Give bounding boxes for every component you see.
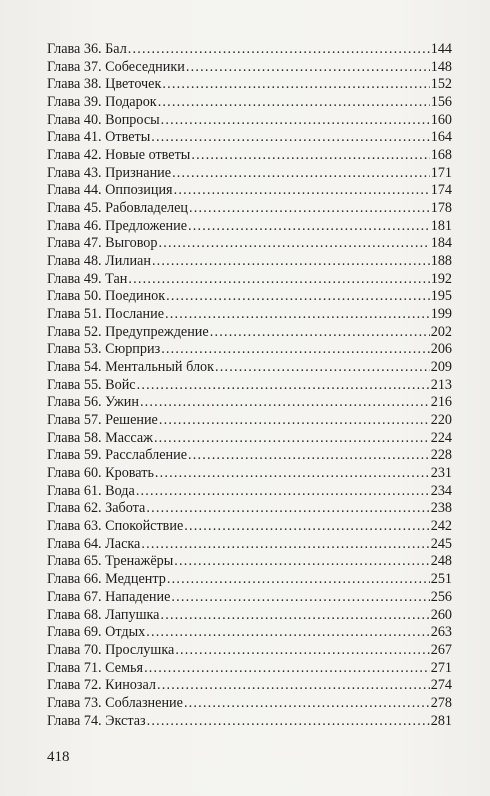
toc-entry (47, 112, 452, 130)
toc-entry-page-number: 224 (430, 429, 452, 446)
toc-entry (47, 465, 452, 483)
toc-entry (47, 642, 452, 660)
toc-entry-title: Глава 71. Семья (47, 659, 144, 676)
toc-entry-title: Глава 40. Вопросы (47, 111, 160, 128)
toc-entry-page-number: 220 (430, 412, 452, 429)
toc-entry (47, 500, 452, 518)
toc-entry-title: Глава 66. Медцентр (47, 571, 166, 588)
toc-dot-leader (159, 235, 430, 253)
toc-entry-title: Глава 57. Решение (47, 412, 158, 429)
toc-entry-title: Глава 65. Тренажёры (47, 553, 174, 570)
toc-dot-leader (175, 642, 429, 660)
toc-entry (47, 76, 452, 94)
toc-entry (47, 288, 452, 306)
toc-entry-page-number: 271 (430, 659, 452, 676)
toc-entry (47, 589, 452, 607)
toc-entry-page-number: 168 (430, 147, 452, 164)
toc-dot-leader (210, 324, 430, 342)
toc-entry (47, 359, 452, 377)
toc-dot-leader (166, 288, 430, 306)
toc-entry-title: Глава 36. Бал (47, 41, 127, 57)
toc-entry (47, 165, 452, 183)
toc-entry-title: Глава 68. Лапушка (47, 606, 160, 623)
toc-entry-title: Глава 62. Забота (47, 500, 146, 517)
toc-dot-leader (171, 589, 429, 607)
toc-entry-page-number: 195 (430, 288, 452, 305)
toc-entry-title: Глава 72. Кинозал (47, 677, 156, 694)
toc-entry-page-number: 234 (430, 482, 452, 499)
toc-entry-page-number: 156 (430, 94, 452, 111)
toc-dot-leader (165, 306, 430, 324)
toc-entry (47, 394, 452, 412)
toc-entry (47, 607, 452, 625)
toc-entry-page-number: 171 (430, 164, 452, 181)
toc-entry-page-number: 231 (430, 465, 452, 482)
toc-entry-title: Глава 56. Ужин (47, 394, 139, 411)
toc-entry-title: Глава 55. Войс (47, 376, 136, 393)
table-of-contents (47, 41, 452, 730)
toc-dot-leader (161, 112, 430, 130)
toc-entry-page-number: 263 (430, 624, 452, 641)
toc-dot-leader (157, 677, 430, 695)
toc-entry (47, 695, 452, 713)
toc-entry-page-number: 256 (430, 588, 452, 605)
toc-entry (47, 218, 452, 236)
toc-dot-leader (136, 483, 430, 501)
toc-entry-page-number: 188 (430, 253, 452, 270)
toc-entry-page-number: 213 (430, 376, 452, 393)
toc-entry-page-number: 148 (430, 58, 452, 75)
toc-dot-leader (161, 341, 430, 359)
toc-entry-title: Глава 74. Экстаз (47, 712, 146, 729)
toc-entry-page-number: 144 (430, 41, 452, 57)
toc-entry (47, 306, 452, 324)
toc-entry-page-number: 192 (430, 270, 452, 287)
toc-entry-page-number: 251 (430, 571, 452, 588)
toc-dot-leader (137, 377, 430, 395)
toc-entry-title: Глава 48. Лилиан (47, 253, 151, 270)
toc-dot-leader (141, 536, 429, 554)
toc-dot-leader (215, 359, 430, 377)
toc-entry (47, 253, 452, 271)
toc-entry (47, 324, 452, 342)
toc-entry-title: Глава 43. Признание (47, 164, 172, 181)
toc-entry-page-number: 278 (430, 694, 452, 711)
toc-entry (47, 271, 452, 289)
toc-entry-title: Глава 37. Собеседники (47, 58, 185, 75)
toc-entry (47, 571, 452, 589)
toc-entry (47, 147, 452, 165)
toc-entry-page-number: 242 (430, 518, 452, 535)
toc-dot-leader (186, 59, 430, 77)
toc-entry (47, 624, 452, 642)
toc-dot-leader (146, 624, 429, 642)
toc-entry-title: Глава 46. Предложение (47, 217, 188, 234)
toc-entry-title: Глава 59. Расслабление (47, 447, 188, 464)
toc-entry-page-number: 174 (430, 182, 452, 199)
toc-entry (47, 412, 452, 430)
toc-entry-page-number: 216 (430, 394, 452, 411)
toc-entry-page-number: 160 (430, 111, 452, 128)
toc-entry-title: Глава 67. Нападение (47, 588, 171, 605)
toc-entry (47, 41, 452, 59)
toc-dot-leader (140, 394, 430, 412)
toc-entry (47, 94, 452, 112)
toc-entry-title: Глава 61. Вода (47, 482, 135, 499)
toc-entry-page-number: 267 (430, 641, 452, 658)
toc-entry-title: Глава 50. Поединок (47, 288, 166, 305)
toc-entry-title: Глава 58. Массаж (47, 429, 153, 446)
toc-entry-title: Глава 54. Ментальный блок (47, 359, 215, 376)
toc-entry (47, 59, 452, 77)
toc-entry-title: Глава 41. Ответы (47, 129, 151, 146)
toc-entry-page-number: 260 (430, 606, 452, 623)
toc-entry (47, 483, 452, 501)
toc-entry-page-number: 184 (430, 235, 452, 252)
toc-dot-leader (146, 500, 429, 518)
toc-entry (47, 553, 452, 571)
toc-entry-title: Глава 53. Сюрприз (47, 341, 161, 358)
toc-entry (47, 430, 452, 448)
toc-dot-leader (184, 518, 429, 536)
toc-dot-leader (174, 553, 429, 571)
toc-dot-leader (172, 165, 430, 183)
toc-dot-leader (144, 660, 430, 678)
toc-entry (47, 341, 452, 359)
toc-dot-leader (155, 465, 430, 483)
toc-entry (47, 713, 452, 731)
toc-entry-title: Глава 39. Подарок (47, 94, 157, 111)
toc-entry-page-number: 228 (430, 447, 452, 464)
toc-entry (47, 660, 452, 678)
toc-entry-page-number: 199 (430, 306, 452, 323)
toc-dot-leader (128, 41, 430, 59)
toc-entry-page-number: 206 (430, 341, 452, 358)
toc-entry (47, 536, 452, 554)
toc-entry (47, 235, 452, 253)
toc-entry (47, 200, 452, 218)
toc-entry-title: Глава 45. Рабовладелец (47, 200, 189, 217)
page-number: 418 (47, 749, 70, 765)
toc-entry (47, 129, 452, 147)
toc-entry-page-number: 178 (430, 200, 452, 217)
toc-entry-title: Глава 60. Кровать (47, 465, 154, 482)
toc-dot-leader (188, 447, 430, 465)
toc-entry-page-number: 281 (430, 712, 452, 729)
toc-dot-leader (188, 218, 430, 236)
toc-dot-leader (189, 200, 430, 218)
toc-dot-leader (191, 147, 429, 165)
toc-dot-leader (152, 253, 430, 271)
toc-dot-leader (154, 430, 430, 448)
toc-entry-page-number: 209 (430, 359, 452, 376)
toc-entry-title: Глава 47. Выговор (47, 235, 158, 252)
toc-entry (47, 677, 452, 695)
toc-entry-page-number: 152 (430, 76, 452, 93)
toc-entry-title: Глава 70. Прослушка (47, 641, 175, 658)
toc-dot-leader (158, 94, 430, 112)
toc-entry-title: Глава 38. Цветочек (47, 76, 162, 93)
toc-entry-title: Глава 64. Ласка (47, 535, 141, 552)
toc-entry-page-number: 245 (430, 535, 452, 552)
toc-entry-title: Глава 44. Оппозиция (47, 182, 173, 199)
toc-dot-leader (128, 271, 429, 289)
toc-entry-title: Глава 52. Предупреждение (47, 323, 209, 340)
toc-entry (47, 447, 452, 465)
toc-entry-title: Глава 69. Отдых (47, 624, 146, 641)
toc-entry-title: Глава 73. Соблазнение (47, 694, 183, 711)
toc-dot-leader (167, 571, 430, 589)
toc-entry (47, 182, 452, 200)
toc-entry (47, 518, 452, 536)
toc-dot-leader (147, 713, 430, 731)
toc-dot-leader (162, 76, 429, 94)
toc-entry-title: Глава 42. Новые ответы (47, 147, 191, 164)
toc-entry-title: Глава 49. Тан (47, 270, 128, 287)
toc-entry-title: Глава 63. Спокойствие (47, 518, 184, 535)
toc-entry-page-number: 181 (430, 217, 452, 234)
toc-dot-leader (174, 182, 430, 200)
toc-entry (47, 377, 452, 395)
toc-entry-page-number: 164 (430, 129, 452, 146)
toc-entry-page-number: 238 (430, 500, 452, 517)
toc-entry-page-number: 248 (430, 553, 452, 570)
toc-dot-leader (160, 607, 429, 625)
toc-dot-leader (184, 695, 430, 713)
toc-entry-page-number: 274 (430, 677, 452, 694)
toc-dot-leader (151, 129, 429, 147)
toc-dot-leader (159, 412, 430, 430)
toc-entry-title: Глава 51. Послание (47, 306, 164, 323)
toc-entry-page-number: 202 (430, 323, 452, 340)
